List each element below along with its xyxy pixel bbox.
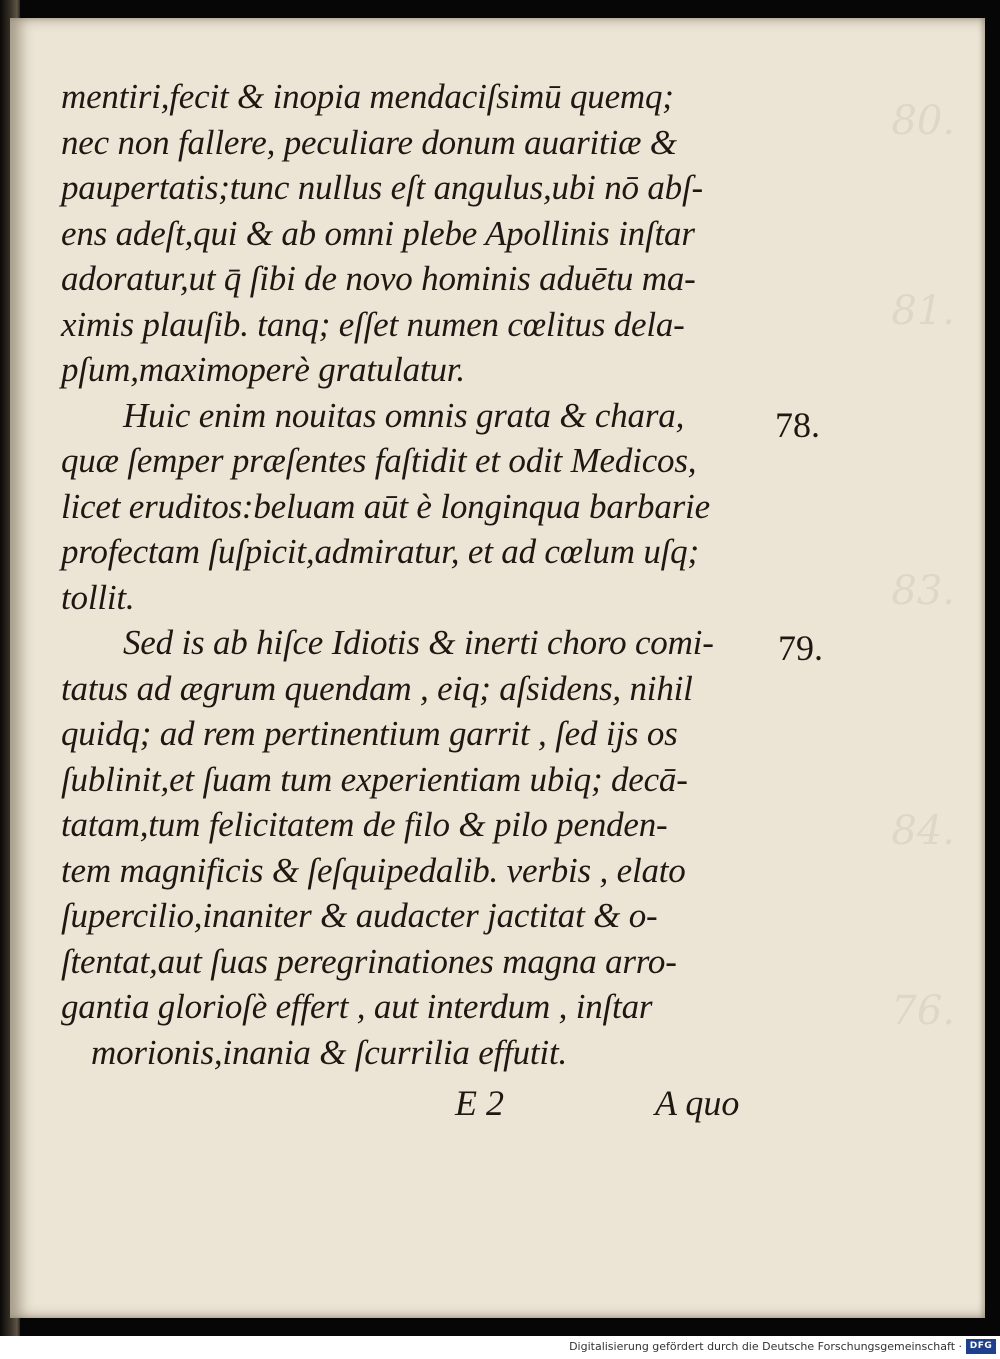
text-line: Sed is ab hiſce Idiotis & inerti choro comi- (123, 623, 714, 662)
text-line: pſum,maximoperè gratulatur. (61, 350, 465, 389)
dfg-logo: DFG (966, 1339, 996, 1354)
text-line: quæ ſemper præſentes faſtidit et odit Medicos, (61, 441, 697, 480)
text-line: nec non fallere, peculiare donum auaritiæ & (61, 122, 677, 162)
text-line: paupertatis;tunc nullus eſt angulus,ubi nō abſ- (61, 168, 703, 207)
text-line: licet eruditos:beluam aūt è longinqua barbarie (61, 486, 710, 526)
text-line: tatam,tum felicitatem de filo & pilo penden- (61, 805, 668, 844)
text-line: morionis,inania & ſcurrilia effutit. (91, 1032, 568, 1072)
text-line: tollit. (61, 577, 135, 617)
credit-bar (0, 1336, 1000, 1359)
show-through-text: 80. 81. 83. 84. 76. (891, 98, 955, 1034)
text-line: ſtentat,aut ſuas peregrinationes magna arro- (61, 941, 677, 981)
text-line: tatus ad ægrum quendam , eiq; aſsidens, nihil (61, 668, 693, 708)
text-line: ens adeſt,qui & ab omni plebe Apollinis inſtar (61, 213, 695, 253)
text-line: adoratur,ut q̄ ſibi de novo hominis aduētu ma- (61, 259, 696, 298)
text-line: tem magnificis & ſeſquipedalib. verbis , elato (61, 850, 686, 890)
text-line: ſublinit,et ſuam tum experientiam ubiq; decā- (61, 759, 688, 799)
margin-note-78: 78. (775, 405, 820, 445)
signature-mark: E 2 (455, 1083, 504, 1123)
text-line: gantia glorioſè effert , aut interdum , inſtar (61, 987, 653, 1026)
margin-note-79: 79. (778, 628, 823, 668)
text-line: quidq; ad rem pertinentium garrit , ſed ijs os (61, 714, 678, 753)
catchword: A quo (655, 1083, 740, 1123)
text-line: profectam ſuſpicit,admiratur, et ad cœlum uſq; (61, 532, 699, 571)
funding-credit: Digitalisierung gefördert durch die Deutsche Forschungsgemeinschaft · (569, 1340, 962, 1353)
text-line: ximis plauſib. tanq; eſſet numen cœlitus dela- (61, 304, 685, 344)
text-line: mentiri,fecit & inopia mendaciſsimū quemq; (61, 77, 674, 116)
text-line: ſupercilio,inaniter & audacter jactitat & o- (61, 896, 658, 935)
body-text (61, 74, 761, 1075)
text-line: Huic enim nouitas omnis grata & chara, (123, 395, 685, 435)
